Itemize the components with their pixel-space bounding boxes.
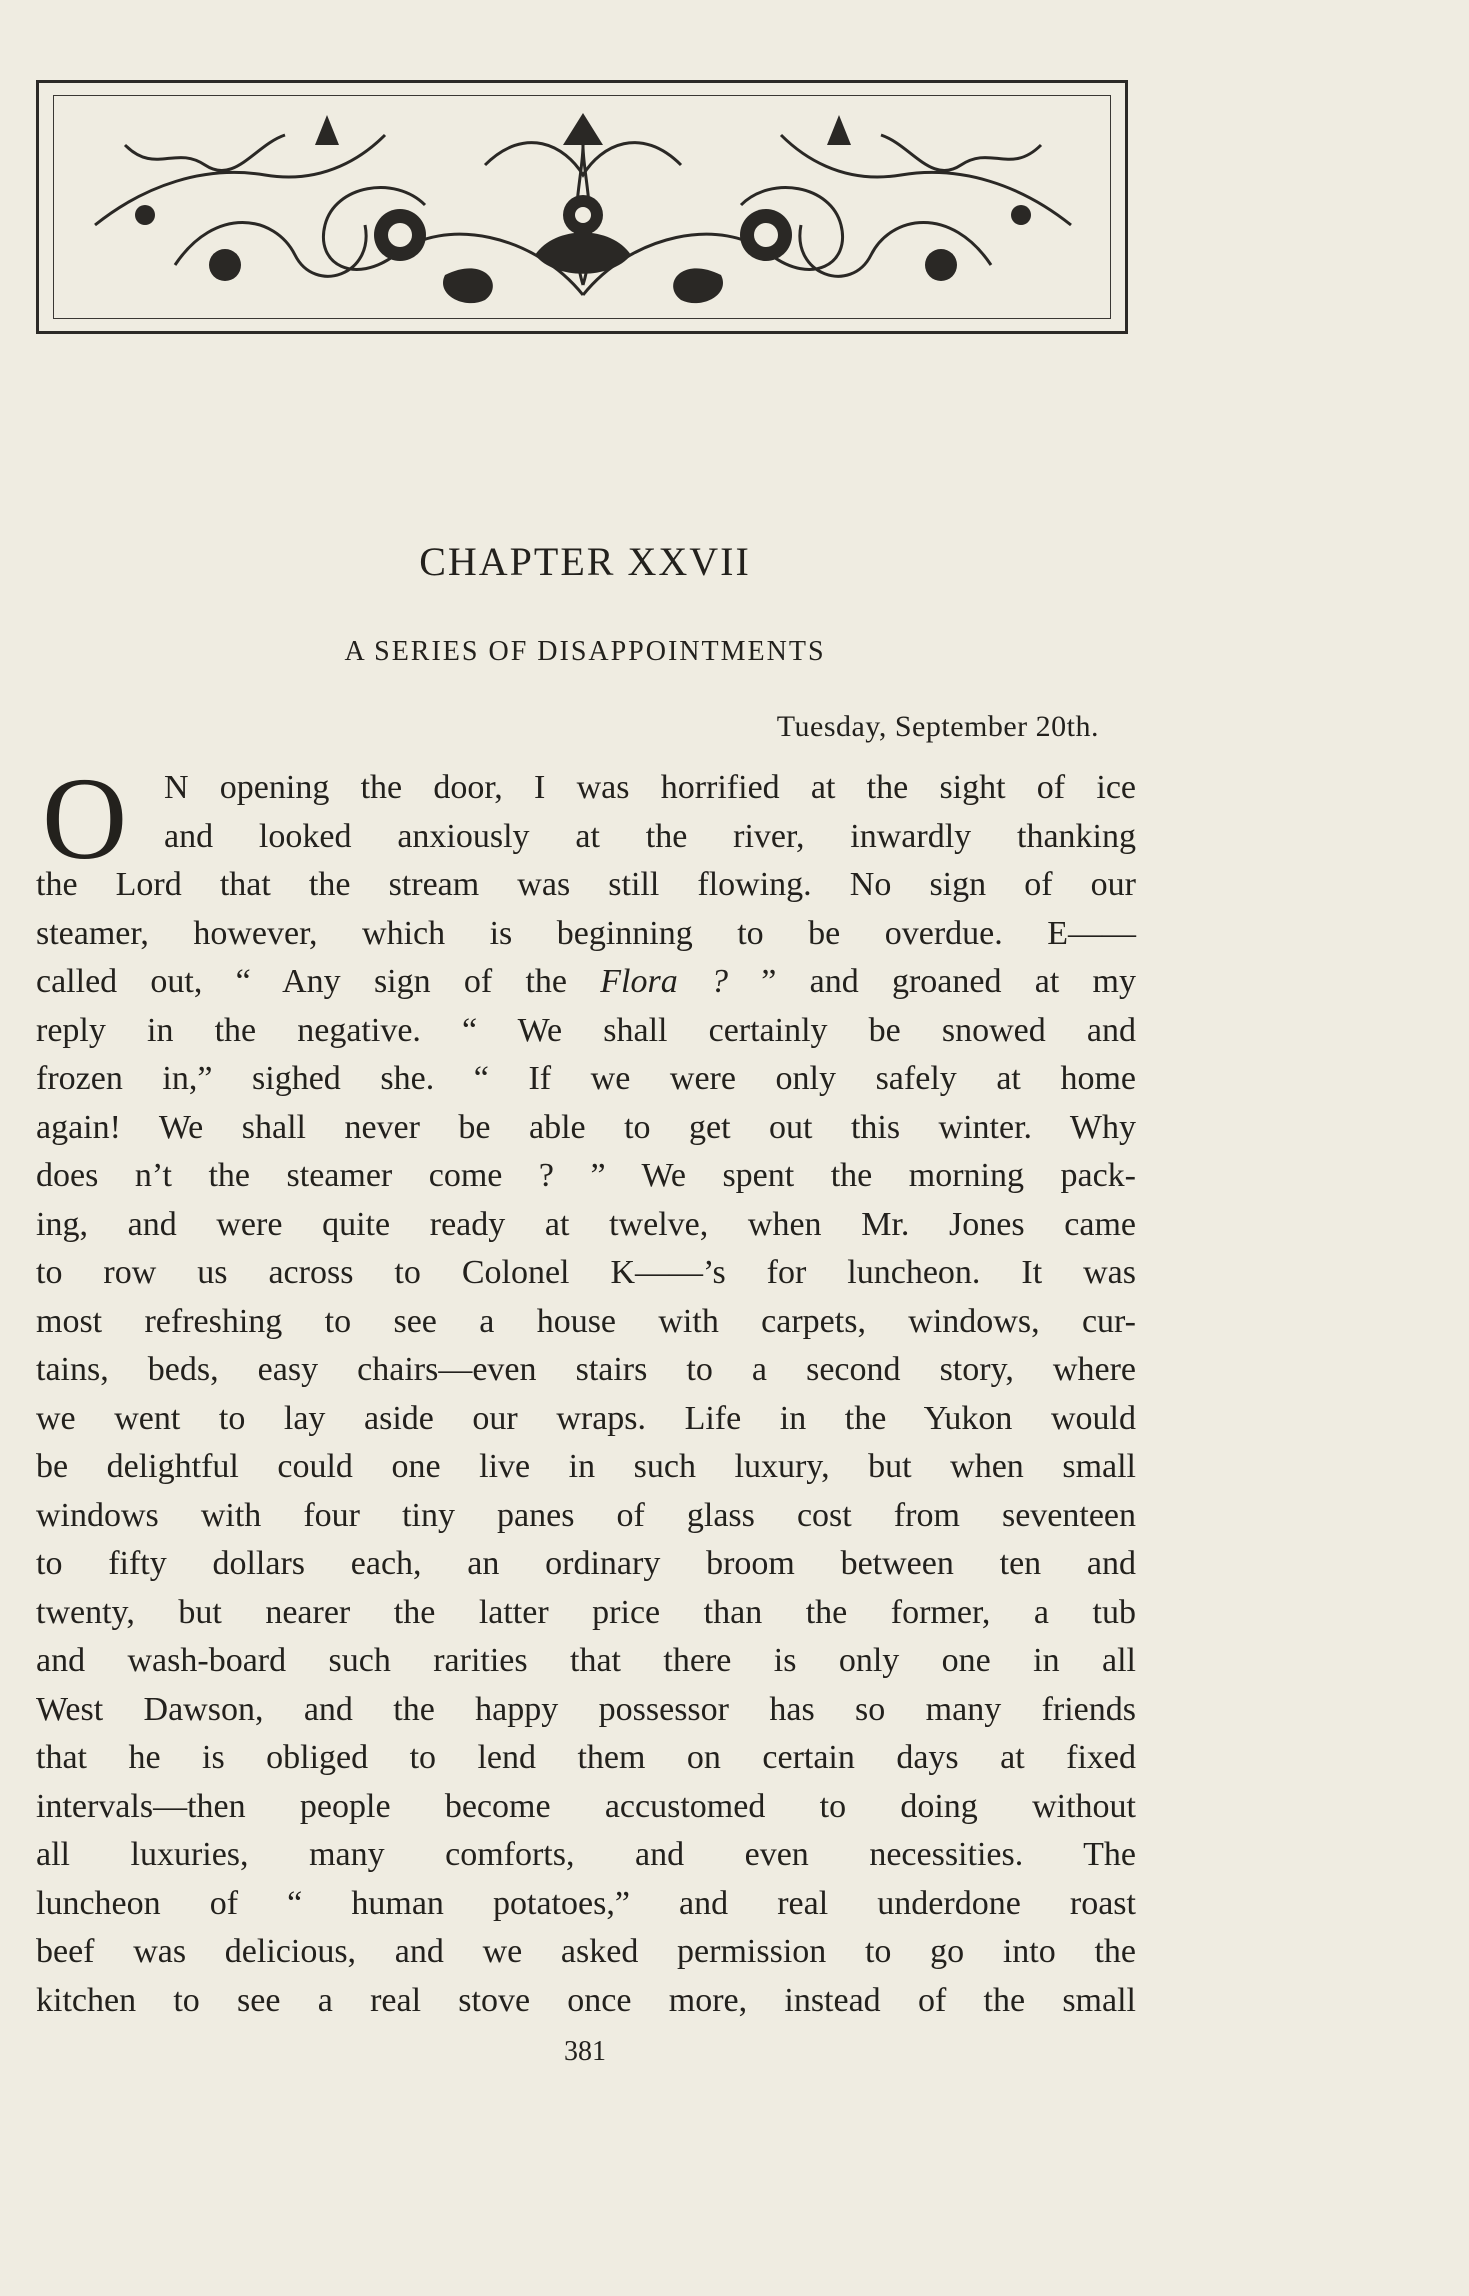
- text-line: again! We shall never be able to get out this winter. Why: [36, 1108, 1136, 1146]
- text-line: called out, “ Any sign of the Flora ? ” and groaned at my: [36, 963, 1136, 1000]
- text-line: luncheon of “ human potatoes,” and real underdone roast: [36, 1884, 1136, 1922]
- text-line: kitchen to see a real stove once more, instead of the small: [36, 1981, 1136, 2019]
- text-line: does n’t the steamer come ? ” We spent the morning pack-: [36, 1157, 1136, 1194]
- text-line: most refreshing to see a house with carpets, windows, cur-: [36, 1302, 1136, 1340]
- floral-ornament-icon: [65, 105, 1101, 311]
- text-line: N opening the door, I was horrified at the sight of ice: [164, 769, 1136, 806]
- text-line: that he is obliged to lend them on certain days at fixed: [36, 1739, 1136, 1776]
- text-line: the Lord that the stream was still flowing. No sign of our: [36, 866, 1136, 903]
- text-line: all luxuries, many comforts, and even necessities. The: [36, 1836, 1136, 1873]
- text-line: reply in the negative. “ We shall certainly be snowed and: [36, 1011, 1136, 1049]
- page-number: 381: [564, 2036, 606, 2067]
- text-lines: [36, 764, 1136, 2025]
- text-line: steamer, however, which is beginning to be overdue. E——: [36, 914, 1136, 952]
- text-line: beef was delicious, and we asked permission to go into the: [36, 1933, 1136, 1970]
- text-line: tains, beds, easy chairs—even stairs to a second story, where: [36, 1351, 1136, 1388]
- text-line: and looked anxiously at the river, inwardly thanking: [164, 817, 1136, 855]
- chapter-subtitle: A SERIES OF DISAPPOINTMENTS: [344, 636, 826, 667]
- drop-cap: O: [42, 753, 128, 884]
- text-line: windows with four tiny panes of glass cost from seventeen: [36, 1496, 1136, 1534]
- text-line: we went to lay aside our wraps. Life in the Yukon would: [36, 1399, 1136, 1437]
- dateline: Tuesday, September 20th.: [776, 710, 1099, 743]
- body-text: [36, 753, 1136, 2025]
- text-line: and wash-board such rarities that there is only one in all: [36, 1642, 1136, 1679]
- text-line: West Dawson, and the happy possessor has so many friends: [36, 1690, 1136, 1728]
- text-line: ing, and were quite ready at twelve, when Mr. Jones came: [36, 1205, 1136, 1243]
- italic-title: Flora ?: [600, 963, 728, 1000]
- text-line: be delightful could one live in such luxury, but when small: [36, 1448, 1136, 1485]
- text-line: to fifty dollars each, an ordinary broom between ten and: [36, 1545, 1136, 1582]
- text-line: twenty, but nearer the latter price than the former, a tub: [36, 1593, 1136, 1631]
- text-line: frozen in,” sighed she. “ If we were only safely at home: [36, 1060, 1136, 1097]
- text-line: intervals—then people become accustomed to doing without: [36, 1787, 1136, 1825]
- chapter-title: CHAPTER XXVII: [419, 539, 751, 584]
- ornamental-headpiece: [36, 80, 1128, 334]
- text-line: to row us across to Colonel K——’s for luncheon. It was: [36, 1254, 1136, 1291]
